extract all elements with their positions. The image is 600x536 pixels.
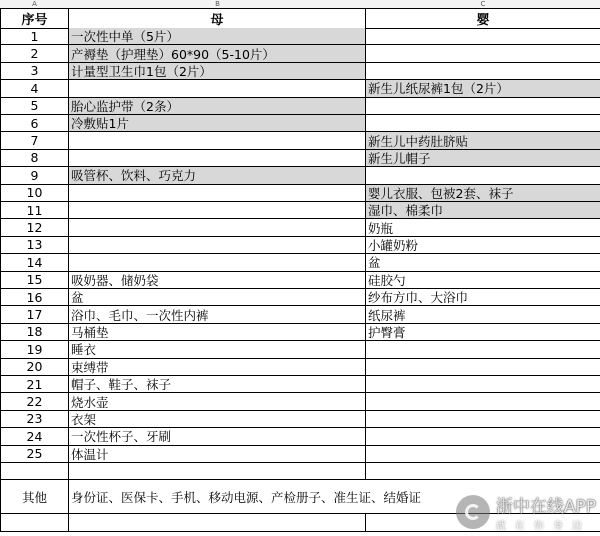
empty-cell[interactable] xyxy=(0,514,69,532)
table-row xyxy=(0,132,600,149)
baby-item-cell[interactable]: 纱布方巾、大浴巾 xyxy=(366,289,600,306)
row-number[interactable]: 7 xyxy=(0,132,69,149)
row-number[interactable]: 2 xyxy=(0,45,69,62)
table-row xyxy=(0,219,600,236)
table-row xyxy=(0,80,600,97)
watermark-slogan: 就在你身边 xyxy=(495,521,591,532)
baby-item-cell[interactable] xyxy=(366,167,600,184)
row-number[interactable]: 23 xyxy=(0,411,69,428)
baby-item-cell[interactable] xyxy=(366,45,600,62)
table-row xyxy=(0,393,600,410)
row-number[interactable]: 9 xyxy=(0,167,69,184)
baby-item-cell[interactable] xyxy=(366,28,600,45)
baby-item-cell[interactable]: 新生儿帽子 xyxy=(366,150,600,167)
baby-item-cell[interactable]: 婴儿衣服、包被2套、袜子 xyxy=(366,185,600,202)
mother-item-cell[interactable]: 浴巾、毛巾、一次性内裤 xyxy=(69,306,366,323)
column-letter-c[interactable]: C xyxy=(366,0,600,8)
table-row xyxy=(0,45,600,62)
baby-item-cell[interactable]: 新生儿纸尿裤1包（2片） xyxy=(366,80,600,97)
mother-item-cell[interactable]: 马桶垫 xyxy=(69,324,366,341)
row-number[interactable]: 4 xyxy=(0,80,69,97)
spacer-row xyxy=(0,463,600,480)
mother-item-cell[interactable]: 帽子、鞋子、袜子 xyxy=(69,376,366,393)
table-row xyxy=(0,150,600,167)
table-row xyxy=(0,237,600,254)
table-row xyxy=(0,411,600,428)
table-row xyxy=(0,202,600,219)
table-row xyxy=(0,28,600,45)
row-number[interactable]: 3 xyxy=(0,63,69,80)
table-row xyxy=(0,428,600,445)
table-row xyxy=(0,254,600,271)
row-number[interactable]: 13 xyxy=(0,237,69,254)
baby-item-cell[interactable]: 盆 xyxy=(366,254,600,271)
mother-item-cell[interactable] xyxy=(69,219,366,236)
row-number[interactable]: 17 xyxy=(0,306,69,323)
mother-item-cell[interactable]: 冷敷贴1片 xyxy=(69,115,366,132)
mother-item-cell[interactable]: 计量型卫生巾1包（2片） xyxy=(69,63,366,80)
baby-item-cell[interactable] xyxy=(366,376,600,393)
row-number[interactable]: 14 xyxy=(0,254,69,271)
column-letter-a[interactable]: A xyxy=(0,0,69,8)
row-number[interactable]: 5 xyxy=(0,98,69,115)
watermark-title: 浙中在线APP xyxy=(495,497,596,517)
mother-item-cell[interactable]: 一次性杯子、牙刷 xyxy=(69,428,366,445)
row-number[interactable]: 16 xyxy=(0,289,69,306)
mother-item-cell[interactable]: 束缚带 xyxy=(69,359,366,376)
mother-item-cell[interactable] xyxy=(69,150,366,167)
mother-item-cell[interactable] xyxy=(69,132,366,149)
baby-item-cell[interactable] xyxy=(366,446,600,463)
baby-item-cell[interactable] xyxy=(366,115,600,132)
baby-item-cell[interactable] xyxy=(366,341,600,358)
table-row xyxy=(0,63,600,80)
mother-item-cell[interactable]: 产褥垫（护理垫）60*90（5-10片） xyxy=(69,45,366,62)
row-number[interactable]: 18 xyxy=(0,324,69,341)
table-row xyxy=(0,341,600,358)
table-row xyxy=(0,306,600,323)
mother-item-cell[interactable]: 体温计 xyxy=(69,446,366,463)
table-row xyxy=(0,446,600,463)
row-number[interactable]: 11 xyxy=(0,202,69,219)
mother-item-cell[interactable] xyxy=(69,237,366,254)
header-baby[interactable]: 婴 xyxy=(366,9,600,29)
mother-item-cell[interactable]: 一次性中单（5片） xyxy=(69,28,366,45)
row-number[interactable]: 15 xyxy=(0,272,69,289)
row-number[interactable]: 12 xyxy=(0,219,69,236)
header-row xyxy=(0,8,600,29)
baby-item-cell[interactable] xyxy=(366,98,600,115)
baby-item-cell[interactable] xyxy=(366,411,600,428)
column-letter-b[interactable]: B xyxy=(69,0,366,8)
mother-item-cell[interactable] xyxy=(69,80,366,97)
row-number[interactable]: 19 xyxy=(0,341,69,358)
row-number[interactable]: 22 xyxy=(0,393,69,410)
table-row xyxy=(0,359,600,376)
baby-item-cell[interactable] xyxy=(366,63,600,80)
table-row xyxy=(0,324,600,341)
row-number[interactable]: 6 xyxy=(0,115,69,132)
header-seq[interactable]: 序号 xyxy=(0,9,69,29)
baby-item-cell[interactable]: 新生儿中药肚脐贴 xyxy=(366,132,600,149)
other-label[interactable]: 其他 xyxy=(0,480,69,514)
empty-cell[interactable] xyxy=(69,514,366,532)
mother-item-cell[interactable]: 盆 xyxy=(69,289,366,306)
table-row xyxy=(0,115,600,132)
baby-item-cell[interactable]: 小罐奶粉 xyxy=(366,237,600,254)
other-row xyxy=(0,480,600,514)
row-number[interactable]: 20 xyxy=(0,359,69,376)
table-row xyxy=(0,289,600,306)
row-number[interactable]: 8 xyxy=(0,150,69,167)
baby-item-cell[interactable] xyxy=(366,359,600,376)
row-number[interactable]: 1 xyxy=(0,28,69,45)
baby-item-cell[interactable]: 湿巾、棉柔巾 xyxy=(366,202,600,219)
mother-item-cell[interactable]: 睡衣 xyxy=(69,341,366,358)
header-mother[interactable]: 母 xyxy=(69,9,366,29)
mother-item-cell[interactable]: 吸管杯、饮料、巧克力 xyxy=(69,167,366,184)
table-row xyxy=(0,98,600,115)
mother-item-cell[interactable] xyxy=(69,185,366,202)
baby-item-cell[interactable]: 纸尿裤 xyxy=(366,306,600,323)
mother-item-cell[interactable]: 胎心监护带（2条） xyxy=(69,98,366,115)
other-text[interactable]: 身份证、医保卡、手机、移动电源、产检册子、准生证、结婚证 xyxy=(69,480,600,514)
mother-item-cell[interactable]: 烧水壶 xyxy=(69,393,366,410)
spacer-row xyxy=(0,514,600,532)
baby-item-cell[interactable] xyxy=(366,428,600,445)
baby-item-cell[interactable]: 奶瓶 xyxy=(366,219,600,236)
table-row xyxy=(0,185,600,202)
mother-item-cell[interactable]: 吸奶器、储奶袋 xyxy=(69,272,366,289)
row-number[interactable]: 21 xyxy=(0,376,69,393)
table-row xyxy=(0,376,600,393)
row-number[interactable]: 25 xyxy=(0,446,69,463)
baby-item-cell[interactable] xyxy=(366,393,600,410)
mother-item-cell[interactable] xyxy=(69,254,366,271)
mother-item-cell[interactable]: 衣架 xyxy=(69,411,366,428)
table-row xyxy=(0,272,600,289)
baby-item-cell[interactable]: 护臀膏 xyxy=(366,324,600,341)
empty-cell[interactable] xyxy=(366,514,600,532)
empty-cell[interactable] xyxy=(366,463,600,480)
row-number[interactable]: 24 xyxy=(0,428,69,445)
empty-cell[interactable] xyxy=(0,463,69,480)
row-number[interactable]: 10 xyxy=(0,185,69,202)
baby-item-cell[interactable]: 硅胶勺 xyxy=(366,272,600,289)
mother-item-cell[interactable] xyxy=(69,202,366,219)
table-row xyxy=(0,167,600,184)
empty-cell[interactable] xyxy=(69,463,366,480)
